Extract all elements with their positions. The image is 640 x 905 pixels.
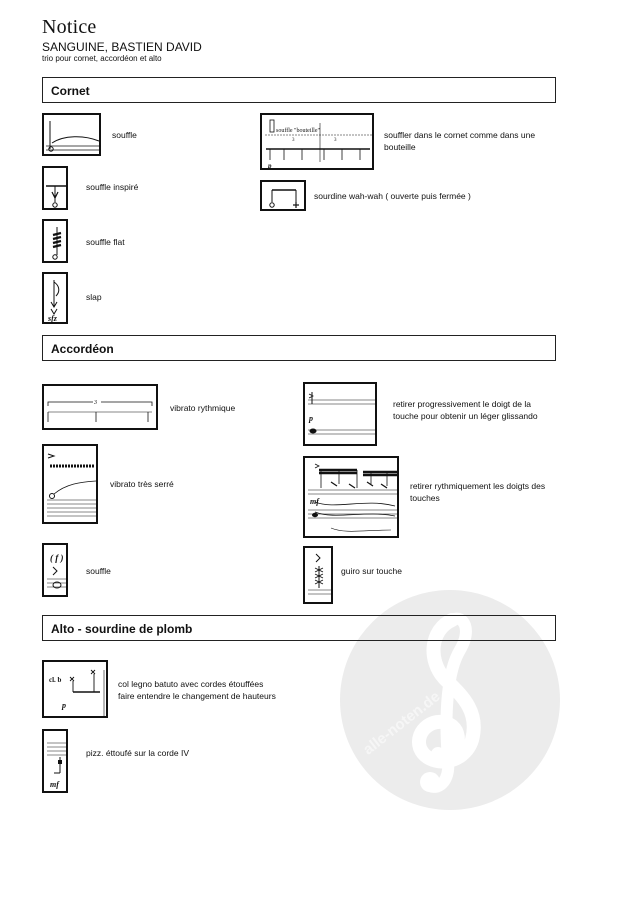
notation-example-vibrato-rythmique: [42, 384, 158, 430]
notation-graphic: [44, 221, 70, 265]
notation-example-vibrato-tres-serre: [42, 444, 98, 524]
section-title: Cornet: [51, 84, 90, 98]
cornet-wah-wah-label: sourdine wah-wah ( ouverte puis fermée ): [314, 191, 471, 201]
notation-graphic: [262, 115, 376, 172]
notation-graphic: [44, 446, 100, 526]
section-header-alto: [42, 615, 556, 641]
notation-graphic: [44, 386, 160, 432]
notation-example-souffle-bouteille: [260, 113, 374, 170]
notation-example-slap: [42, 272, 68, 324]
cornet-bouteille-label: souffler dans le cornet comme dans une bouteille: [384, 130, 536, 152]
tuplet-number: 3: [292, 138, 295, 143]
col-legno-inner-text: cl. b: [49, 676, 62, 684]
notation-example-sourdine-wah-wah: [260, 180, 306, 211]
tuplet-number: 3: [94, 400, 97, 406]
accordeon-retirer-progressivement-label: retirer progressivement le doigt de la touche pour obtenir un léger glissando: [393, 399, 538, 421]
cornet-souffle-label: souffle: [112, 130, 137, 140]
svg-text:mf: mf: [310, 497, 319, 506]
notation-graphic: [262, 182, 308, 213]
svg-text:p: p: [309, 414, 313, 423]
accordeon-guiro-label: guiro sur touche: [341, 566, 402, 576]
bouteille-inner-text: souffle "bouteille": [276, 128, 320, 134]
cornet-slap-label: slap: [86, 292, 102, 302]
notation-graphic: [44, 662, 110, 720]
notation-example-souffle-flat: [42, 219, 68, 263]
section-header-cornet: [42, 77, 556, 103]
accordeon-souffle-label: souffle: [86, 566, 111, 576]
accordeon-vibrato-tres-serre-label: vibrato très serré: [110, 479, 174, 489]
alto-col-legno-label: col legno batuto avec cordes étouffées faire entendre le changement de hauteurs: [118, 679, 276, 701]
cornet-souffle-inspire-label: souffle inspiré: [86, 182, 139, 192]
accordeon-retirer-rythmiquement-label: retirer rythmiquement les doigts des touches: [410, 481, 546, 503]
notation-graphic: [44, 115, 103, 158]
svg-text:p: p: [62, 701, 66, 710]
page-title: Notice: [42, 16, 97, 38]
watermark-text: alle-noten.de: [360, 688, 444, 759]
section-title: Accordéon: [51, 342, 114, 356]
cornet-souffle-flat-label: souffle flat: [86, 237, 125, 247]
notation-example-col-legno: [42, 660, 108, 718]
tuplet-number: 3: [334, 138, 337, 143]
notation-example-retirer-progressivement: [303, 382, 377, 446]
notation-graphic: [305, 548, 335, 606]
notation-example-accordeon-souffle: [42, 543, 68, 597]
notation-graphic: [44, 168, 70, 212]
notation-example-souffle: [42, 113, 101, 156]
notation-graphic: [305, 458, 401, 540]
svg-text:( f ): ( f ): [50, 553, 64, 563]
svg-text:mf: mf: [50, 780, 59, 789]
notation-example-pizz-ettoufe: [42, 729, 68, 793]
section-title: Alto - sourdine de plomb: [51, 622, 193, 636]
notation-graphic: [44, 274, 70, 326]
notation-graphic: [44, 731, 70, 795]
notation-graphic: [305, 384, 379, 448]
alto-pizz-label: pizz. éttoufé sur la corde IV: [86, 748, 189, 758]
accordeon-vibrato-rythmique-label: vibrato rythmique: [170, 403, 236, 413]
notation-example-retirer-rythmiquement: [303, 456, 399, 538]
svg-text:p: p: [268, 162, 272, 170]
notation-graphic: [44, 545, 70, 599]
notation-example-souffle-inspire: [42, 166, 68, 210]
subtitle: trio pour cornet, accordéon et alto: [42, 54, 162, 63]
section-header-accordeon: [42, 335, 556, 361]
notation-example-guiro-sur-touche: [303, 546, 333, 604]
svg-text:sfz: sfz: [48, 314, 57, 323]
composer-name: SANGUINE, BASTIEN DAVID: [42, 40, 202, 54]
